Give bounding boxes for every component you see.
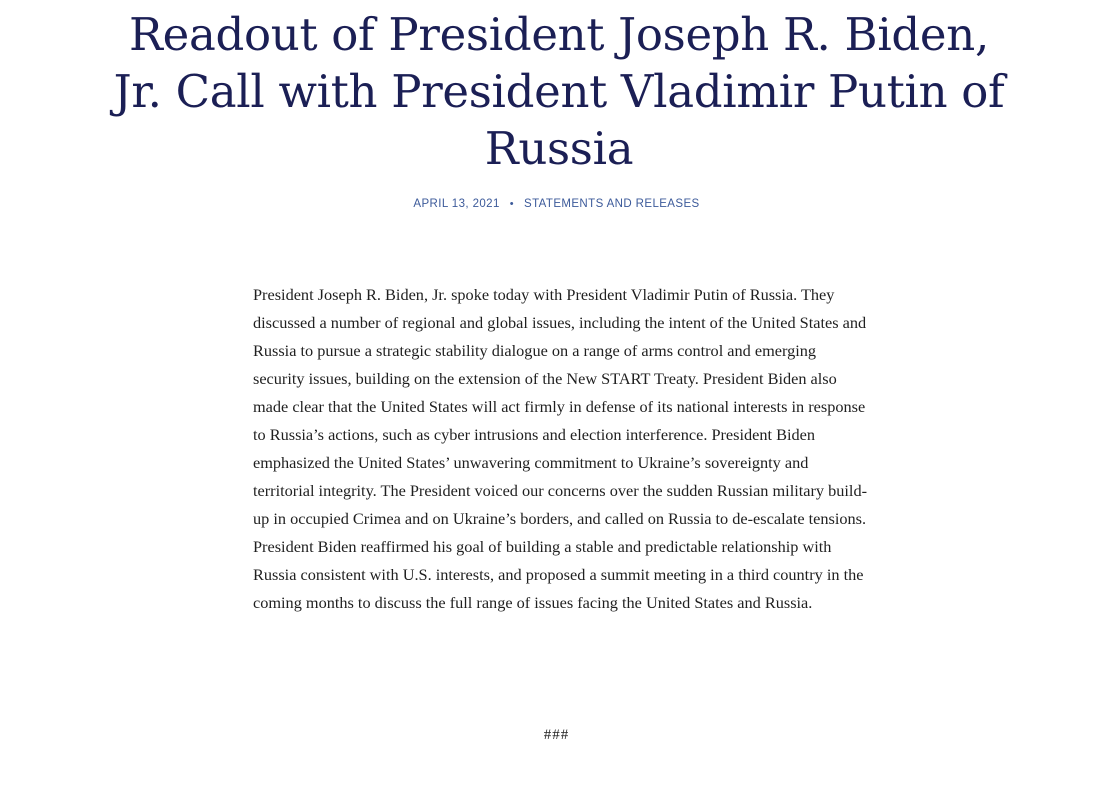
article-signoff: ###	[543, 727, 570, 743]
category-link[interactable]: STATEMENTS AND RELEASES	[524, 198, 700, 210]
meta-separator: •	[509, 198, 515, 210]
publish-date: APRIL 13, 2021	[413, 198, 500, 210]
article-body: President Joseph R. Biden, Jr. spoke today with President Vladimir Putin of Russia. They discussed a number of regional and global issues, including the intent of the United States and Russia to pursue a strategic stability dialogue on a range of arms control and emerging security issues, building on the extension of the New START Treaty. President Biden also made clear that the United States will act firmly in defense of its national interests in response to Russia’s actions, such as cyber intrusions and election interference. President Biden emphasized the United States’ unwavering commitment to Ukraine’s sovereignty and territorial integrity. The President voiced our concerns over the sudden Russian military build-up in occupied Crimea and on Ukraine’s borders, and called on Russia to de-escalate tensions. President Biden reaffirmed his goal of building a stable and predictable relationship with Russia consistent with U.S. interests, and proposed a summit meeting in a third country in the coming months to discuss the full range of issues facing the United States and Russia.	[253, 285, 868, 612]
article-meta	[0, 196, 1113, 212]
page-title: Readout of President Joseph R. Biden, Jr. Call with President Vladimir Putin of Russia	[113, 8, 1005, 175]
